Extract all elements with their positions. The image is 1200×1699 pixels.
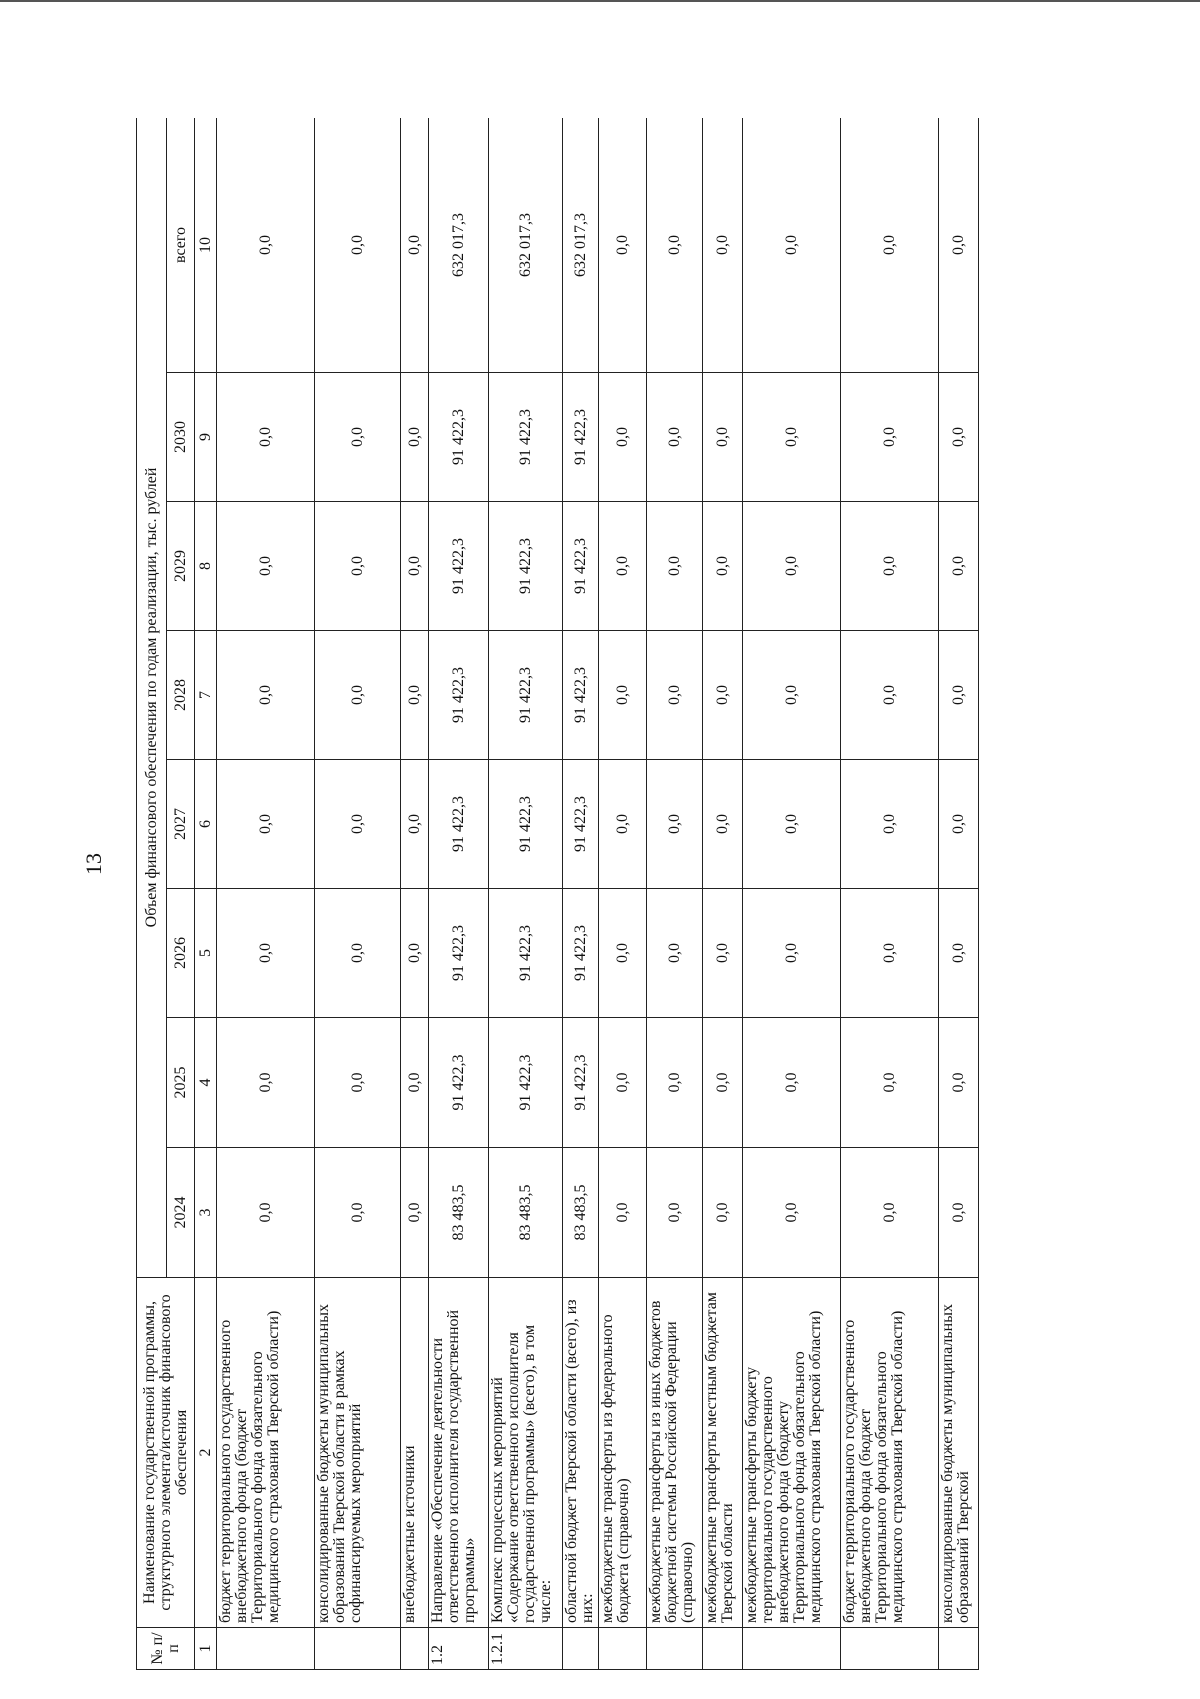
- colnum: 6: [195, 760, 217, 889]
- row-year-value: 0,0: [401, 373, 429, 502]
- header-year: 2027: [167, 760, 195, 889]
- row-name: областной бюджет Тверской области (всего), из них:: [563, 1278, 599, 1628]
- header-year: 2026: [167, 889, 195, 1018]
- row-year-value: 0,0: [743, 889, 841, 1018]
- row-total-value: 0,0: [841, 118, 939, 373]
- row-year-value: 0,0: [939, 631, 979, 760]
- header-year: 2029: [167, 502, 195, 631]
- header-name: Наименование государственной программы, структурного элемента/источник финансового обеспечения: [137, 1278, 195, 1628]
- row-total-value: 0,0: [315, 118, 401, 373]
- colnum: 9: [195, 373, 217, 502]
- row-year-value: 0,0: [217, 1018, 315, 1148]
- row-year-value: 0,0: [315, 760, 401, 889]
- table-row: [429, 118, 489, 1670]
- row-year-value: 83 483,5: [563, 1148, 599, 1278]
- colnum: 2: [195, 1278, 217, 1628]
- row-year-value: 0,0: [703, 373, 743, 502]
- row-name: межбюджетные трансферты бюджету территориального государственного внебюджетного фонда (бюджету Территориального фонда обязательного медицинского страхования Тверской области): [743, 1278, 841, 1628]
- row-name: бюджет территориального государственного внебюджетного фонда (бюджет Территориального фонда обязательного медицинского страхования Тверской области): [217, 1278, 315, 1628]
- row-name: консолидированные бюджеты муниципальных образований Тверской области в рамках софинансируемых мероприятий: [315, 1278, 401, 1628]
- row-total-value: 0,0: [217, 118, 315, 373]
- row-year-value: 0,0: [217, 502, 315, 631]
- row-year-value: 0,0: [599, 1148, 647, 1278]
- row-year-value: 0,0: [841, 760, 939, 889]
- colnum: 3: [195, 1148, 217, 1278]
- row-year-value: 0,0: [315, 889, 401, 1018]
- table-row: [563, 118, 599, 1670]
- row-year-value: 0,0: [217, 373, 315, 502]
- row-total-value: 632 017,3: [429, 118, 489, 373]
- row-year-value: 0,0: [315, 631, 401, 760]
- row-number: [743, 1628, 841, 1670]
- row-year-value: 0,0: [315, 1148, 401, 1278]
- row-year-value: 91 422,3: [563, 760, 599, 889]
- row-year-value: 0,0: [401, 1148, 429, 1278]
- page-top-border: [0, 0, 1200, 2]
- row-year-value: 91 422,3: [563, 373, 599, 502]
- row-year-value: 91 422,3: [563, 1018, 599, 1148]
- colnum: 10: [195, 118, 217, 373]
- row-name: консолидированные бюджеты муниципальных образований Тверской: [939, 1278, 979, 1628]
- table-row: [217, 118, 315, 1670]
- row-year-value: 0,0: [939, 1148, 979, 1278]
- row-year-value: 83 483,5: [489, 1148, 563, 1278]
- row-year-value: 0,0: [841, 502, 939, 631]
- row-number: [217, 1628, 315, 1670]
- funding-table: [136, 118, 979, 1670]
- row-year-value: 0,0: [401, 889, 429, 1018]
- funding-table-container: [136, 118, 1106, 1670]
- row-year-value: 0,0: [841, 631, 939, 760]
- row-year-value: 91 422,3: [489, 502, 563, 631]
- row-name: межбюджетные трансферты из федерального бюджета (справочно): [599, 1278, 647, 1628]
- header-row-colnums: [195, 118, 217, 1670]
- row-number: [647, 1628, 703, 1670]
- row-number: [315, 1628, 401, 1670]
- row-year-value: 0,0: [599, 760, 647, 889]
- row-year-value: 0,0: [599, 1018, 647, 1148]
- header-volume: Объем финансового обеспечения по годам реализации, тыс. рублей: [137, 118, 167, 1278]
- row-year-value: 0,0: [939, 889, 979, 1018]
- row-year-value: 0,0: [703, 631, 743, 760]
- row-number: 1.2.1: [489, 1628, 563, 1670]
- table-row: [703, 118, 743, 1670]
- funding-table-rotated: [136, 118, 1106, 1670]
- row-year-value: 0,0: [703, 889, 743, 1018]
- row-year-value: 91 422,3: [489, 1018, 563, 1148]
- table-row: [939, 118, 979, 1670]
- row-year-value: 0,0: [647, 373, 703, 502]
- row-year-value: 0,0: [599, 889, 647, 1018]
- colnum: 7: [195, 631, 217, 760]
- row-number: [599, 1628, 647, 1670]
- row-year-value: 0,0: [841, 1018, 939, 1148]
- colnum: 4: [195, 1018, 217, 1148]
- row-year-value: 0,0: [647, 1148, 703, 1278]
- row-year-value: 0,0: [939, 373, 979, 502]
- row-year-value: 0,0: [841, 889, 939, 1018]
- row-year-value: 0,0: [743, 1018, 841, 1148]
- row-year-value: 0,0: [401, 1018, 429, 1148]
- row-name: межбюджетные трансферты местным бюджетам Тверской области: [703, 1278, 743, 1628]
- row-year-value: 0,0: [647, 760, 703, 889]
- table-row: [743, 118, 841, 1670]
- row-name: внебюджетные источники: [401, 1278, 429, 1628]
- row-year-value: 91 422,3: [429, 760, 489, 889]
- row-year-value: 91 422,3: [429, 1018, 489, 1148]
- row-year-value: 0,0: [401, 502, 429, 631]
- row-year-value: 91 422,3: [563, 889, 599, 1018]
- header-year: 2025: [167, 1018, 195, 1148]
- table-row: [401, 118, 429, 1670]
- table-row: [599, 118, 647, 1670]
- row-total-value: 0,0: [703, 118, 743, 373]
- row-name: бюджет территориального государственного внебюджетного фонда (бюджет Территориального фонда обязательного медицинского страхования Тверской области): [841, 1278, 939, 1628]
- row-year-value: 91 422,3: [489, 373, 563, 502]
- row-year-value: 0,0: [217, 1148, 315, 1278]
- row-total-value: 632 017,3: [489, 118, 563, 373]
- row-year-value: 0,0: [743, 1148, 841, 1278]
- row-year-value: 0,0: [939, 1018, 979, 1148]
- row-number: [401, 1628, 429, 1670]
- row-year-value: 91 422,3: [429, 631, 489, 760]
- row-year-value: 91 422,3: [429, 373, 489, 502]
- header-row-top: [137, 118, 167, 1670]
- row-total-value: 0,0: [647, 118, 703, 373]
- row-year-value: 0,0: [217, 760, 315, 889]
- header-total: всего: [167, 118, 195, 373]
- row-number: [939, 1628, 979, 1670]
- row-name: межбюджетные трансферты из иных бюджетов бюджетной системы Российской Федерации (справочно): [647, 1278, 703, 1628]
- row-number: [841, 1628, 939, 1670]
- row-year-value: 0,0: [841, 373, 939, 502]
- row-year-value: 0,0: [315, 1018, 401, 1148]
- header-year: 2028: [167, 631, 195, 760]
- row-year-value: 0,0: [703, 502, 743, 631]
- row-total-value: 0,0: [743, 118, 841, 373]
- colnum: 1: [195, 1628, 217, 1670]
- row-year-value: 0,0: [703, 1018, 743, 1148]
- row-year-value: 91 422,3: [489, 760, 563, 889]
- row-year-value: 91 422,3: [563, 502, 599, 631]
- row-year-value: 0,0: [599, 502, 647, 631]
- row-year-value: 91 422,3: [429, 889, 489, 1018]
- table-row: [315, 118, 401, 1670]
- row-year-value: 0,0: [217, 889, 315, 1018]
- row-number: [703, 1628, 743, 1670]
- header-year: 2024: [167, 1148, 195, 1278]
- row-total-value: 0,0: [599, 118, 647, 373]
- row-number: 1.2: [429, 1628, 489, 1670]
- table-body: [217, 118, 979, 1670]
- row-year-value: 0,0: [703, 760, 743, 889]
- row-year-value: 0,0: [743, 760, 841, 889]
- row-year-value: 0,0: [401, 631, 429, 760]
- row-total-value: 0,0: [939, 118, 979, 373]
- header-num: № п/п: [137, 1628, 195, 1670]
- row-year-value: 0,0: [939, 760, 979, 889]
- row-year-value: 91 422,3: [563, 631, 599, 760]
- colnum: 5: [195, 889, 217, 1018]
- row-year-value: 91 422,3: [489, 631, 563, 760]
- table-row: [841, 118, 939, 1670]
- row-year-value: 0,0: [743, 502, 841, 631]
- row-year-value: 0,0: [743, 631, 841, 760]
- colnum: 8: [195, 502, 217, 631]
- row-year-value: 0,0: [743, 373, 841, 502]
- header-year: 2030: [167, 373, 195, 502]
- row-year-value: 0,0: [841, 1148, 939, 1278]
- row-year-value: 91 422,3: [429, 502, 489, 631]
- table-row: [647, 118, 703, 1670]
- row-number: [563, 1628, 599, 1670]
- row-year-value: 0,0: [647, 502, 703, 631]
- row-year-value: 91 422,3: [489, 889, 563, 1018]
- row-year-value: 0,0: [217, 631, 315, 760]
- row-name: Направление «Обеспечение деятельности ответственного исполнителя государственной программы»: [429, 1278, 489, 1628]
- row-year-value: 0,0: [315, 373, 401, 502]
- row-name: Комплекс процессных мероприятий «Содержание ответственного исполнителя государственной программы» (всего), в том числе:: [489, 1278, 563, 1628]
- table-row: [489, 118, 563, 1670]
- row-total-value: 632 017,3: [563, 118, 599, 373]
- row-year-value: 0,0: [703, 1148, 743, 1278]
- row-year-value: 0,0: [939, 502, 979, 631]
- row-year-value: 0,0: [647, 889, 703, 1018]
- row-year-value: 0,0: [315, 502, 401, 631]
- row-year-value: 83 483,5: [429, 1148, 489, 1278]
- row-year-value: 0,0: [401, 760, 429, 889]
- row-year-value: 0,0: [647, 1018, 703, 1148]
- row-year-value: 0,0: [599, 631, 647, 760]
- row-year-value: 0,0: [647, 631, 703, 760]
- row-total-value: 0,0: [401, 118, 429, 373]
- row-year-value: 0,0: [599, 373, 647, 502]
- page-number: 13: [81, 853, 106, 875]
